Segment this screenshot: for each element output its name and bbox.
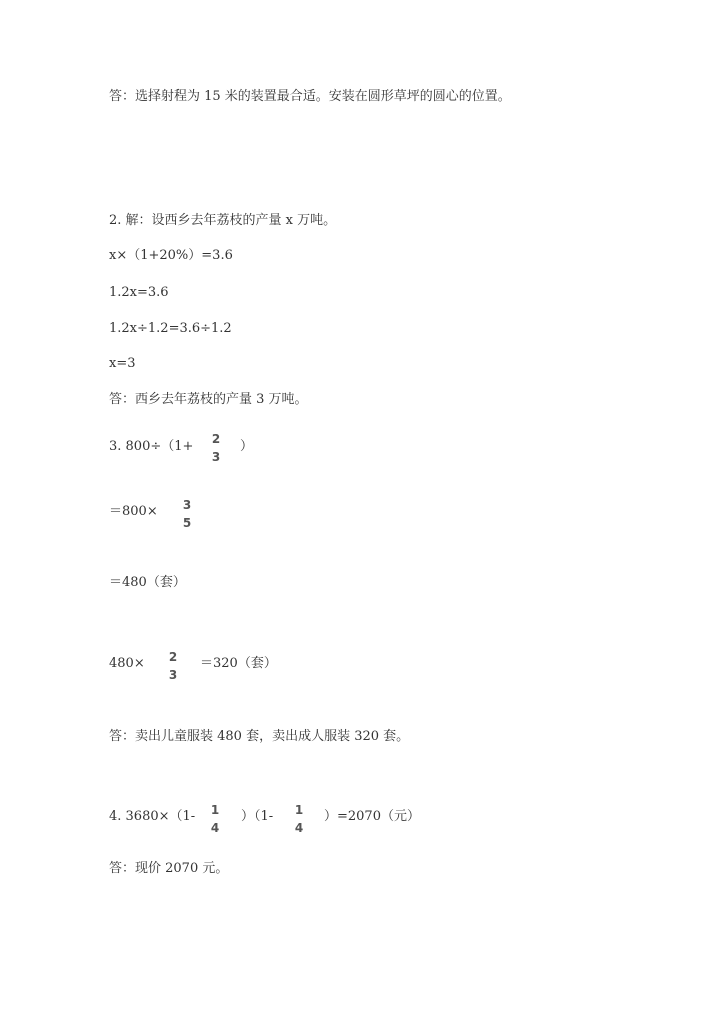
q4-answer: 答：现价 2070 元。 [109, 861, 229, 876]
q4-suffix: ）=2070（元） [324, 809, 420, 824]
q3-line-2-prefix: ＝800× [109, 504, 158, 519]
q2-step-3: 1.2x÷1.2=3.6÷1.2 [109, 321, 232, 336]
q2-step-4: x=3 [109, 356, 136, 371]
q3-fraction-two-thirds [208, 432, 224, 464]
fraction-denominator: 5 [182, 516, 192, 530]
fraction-denominator: 3 [211, 450, 221, 464]
q4-middle: ）（1- [241, 809, 274, 824]
q3-line-1-prefix: 3. 800÷（1+ [109, 439, 194, 454]
q4-fraction-quarter-1 [207, 803, 223, 835]
fraction-numerator: 1 [294, 803, 304, 817]
q4-fraction-quarter-2 [291, 803, 307, 835]
fraction-denominator: 3 [168, 668, 178, 682]
fraction-numerator: 1 [210, 803, 220, 817]
q2-heading: 2. 解：设西乡去年荔枝的产量 x 万吨。 [109, 213, 337, 228]
q2-step-1: x×（1+20%）=3.6 [109, 248, 233, 263]
q4-prefix: 4. 3680×（1- [109, 809, 196, 824]
fraction-numerator: 2 [211, 432, 221, 446]
q3-line-1-suffix: ） [240, 439, 254, 454]
fraction-denominator: 4 [294, 821, 304, 835]
q3-line-4-suffix: ＝320（套） [200, 656, 277, 671]
fraction-denominator: 4 [210, 821, 220, 835]
q3-fraction-three-fifths [179, 498, 195, 530]
q3-fraction-two-thirds-2 [165, 650, 181, 682]
q3-line-4-prefix: 480× [109, 656, 145, 671]
answer-1: 答：选择射程为 15 米的装置最合适。安装在圆形草坪的圆心的位置。 [109, 89, 511, 104]
q3-line-3: ＝480（套） [109, 575, 186, 590]
fraction-numerator: 3 [182, 498, 192, 512]
q2-step-2: 1.2x=3.6 [109, 285, 169, 300]
q3-answer: 答：卖出儿童服装 480 套，卖出成人服装 320 套。 [109, 729, 410, 744]
fraction-numerator: 2 [168, 650, 178, 664]
q2-answer: 答：西乡去年荔枝的产量 3 万吨。 [109, 392, 308, 407]
